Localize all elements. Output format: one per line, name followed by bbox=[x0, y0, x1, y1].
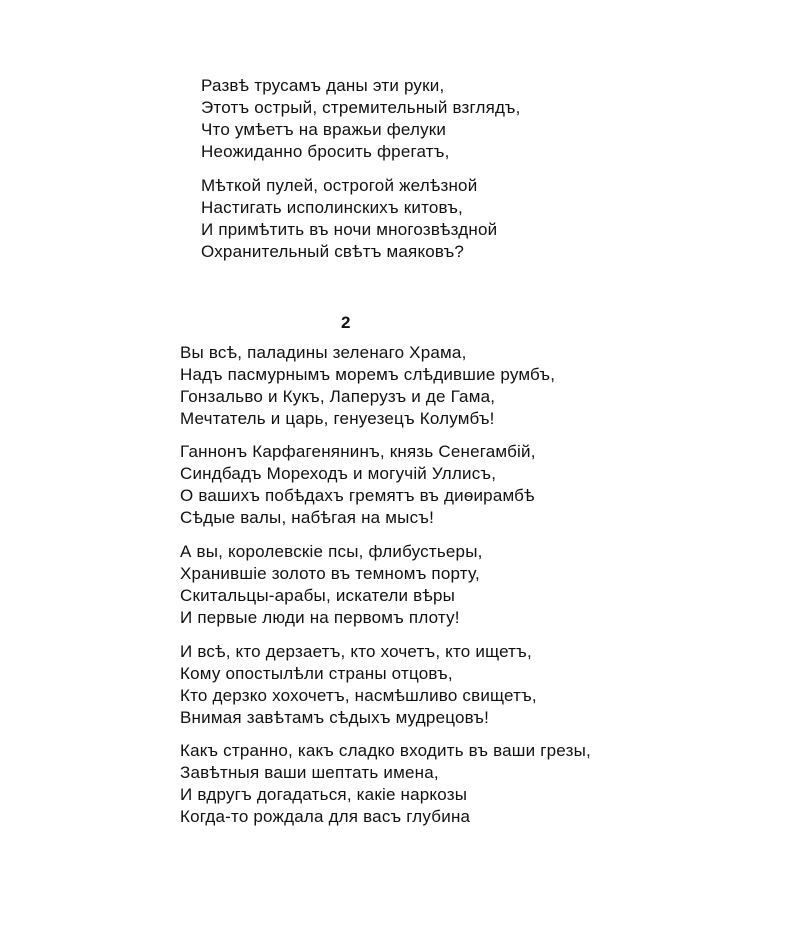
poem-line: Кому опостылѣли страны отцовъ, bbox=[180, 664, 453, 683]
stanza-7 bbox=[180, 740, 591, 828]
stanza-4 bbox=[180, 441, 536, 529]
poem-line: Кто дерзко хохочетъ, насмѣшливо свищетъ, bbox=[180, 686, 537, 705]
poem-line: Вы всѣ, паладины зеленаго Храма, bbox=[180, 343, 467, 362]
poem-line: И первые люди на первомъ плоту! bbox=[180, 608, 460, 627]
poem-line: Надъ пасмурнымъ моремъ слѣдившие румбъ, bbox=[180, 365, 556, 384]
stanza-5 bbox=[180, 541, 483, 629]
poem-line: Синдбадъ Мореходъ и могучій Уллисъ, bbox=[180, 464, 497, 483]
poem-line: И вдругъ догадаться, какіе наркозы bbox=[180, 785, 468, 804]
stanza-6 bbox=[180, 641, 537, 729]
poem-line: Мѣткой пулей, острогой желѣзной bbox=[201, 176, 478, 195]
poem-line: А вы, королевскіе псы, флибустьеры, bbox=[180, 542, 483, 561]
poem-line: Когда-то рождала для васъ глубина bbox=[180, 807, 471, 826]
stanza-2 bbox=[201, 175, 497, 263]
poem-line: Хранившіе золото въ темномъ порту, bbox=[180, 564, 480, 583]
poem-line: Гонзальво и Кукъ, Лаперузъ и де Гама, bbox=[180, 387, 496, 406]
poem-line: Развѣ трусамъ даны эти руки, bbox=[201, 76, 445, 95]
poem-line: Завѣтныя ваши шептать имена, bbox=[180, 763, 439, 782]
stanza-1 bbox=[201, 75, 521, 163]
poem-line: Этотъ острый, стремительный взглядъ, bbox=[201, 98, 521, 117]
poem-line: Неожиданно бросить фрегатъ, bbox=[201, 142, 450, 161]
poem-line: Настигать исполинскихъ китовъ, bbox=[201, 198, 463, 217]
poem-line: Скитальцы-арабы, искатели вѣры bbox=[180, 586, 456, 605]
poem-line: Сѣдые валы, набѣгая на мысъ! bbox=[180, 508, 435, 527]
section-number: 2 bbox=[341, 313, 351, 332]
poem-line: Охранительный свѣтъ маяковъ? bbox=[201, 242, 465, 261]
stanza-3 bbox=[180, 342, 555, 430]
poem-line: Что умѣетъ на вражьи фелуки bbox=[201, 120, 447, 139]
poem-line: И всѣ, кто дерзаетъ, кто хочетъ, кто ищетъ, bbox=[180, 642, 532, 661]
poem-line: О вашихъ побѣдахъ гремятъ въ диѳирамбѣ bbox=[180, 486, 535, 505]
poem-line: Какъ странно, какъ сладко входить въ ваши грезы, bbox=[180, 741, 591, 760]
poem-line: И примѣтить въ ночи многозвѣздной bbox=[201, 220, 498, 239]
poem-line: Внимая завѣтамъ сѣдыхъ мудрецовъ! bbox=[180, 708, 490, 727]
poem-line: Мечтатель и царь, генуезецъ Колумбъ! bbox=[180, 409, 495, 428]
poem-line: Ганнонъ Карфагенянинъ, князь Сенегамбій, bbox=[180, 442, 536, 461]
